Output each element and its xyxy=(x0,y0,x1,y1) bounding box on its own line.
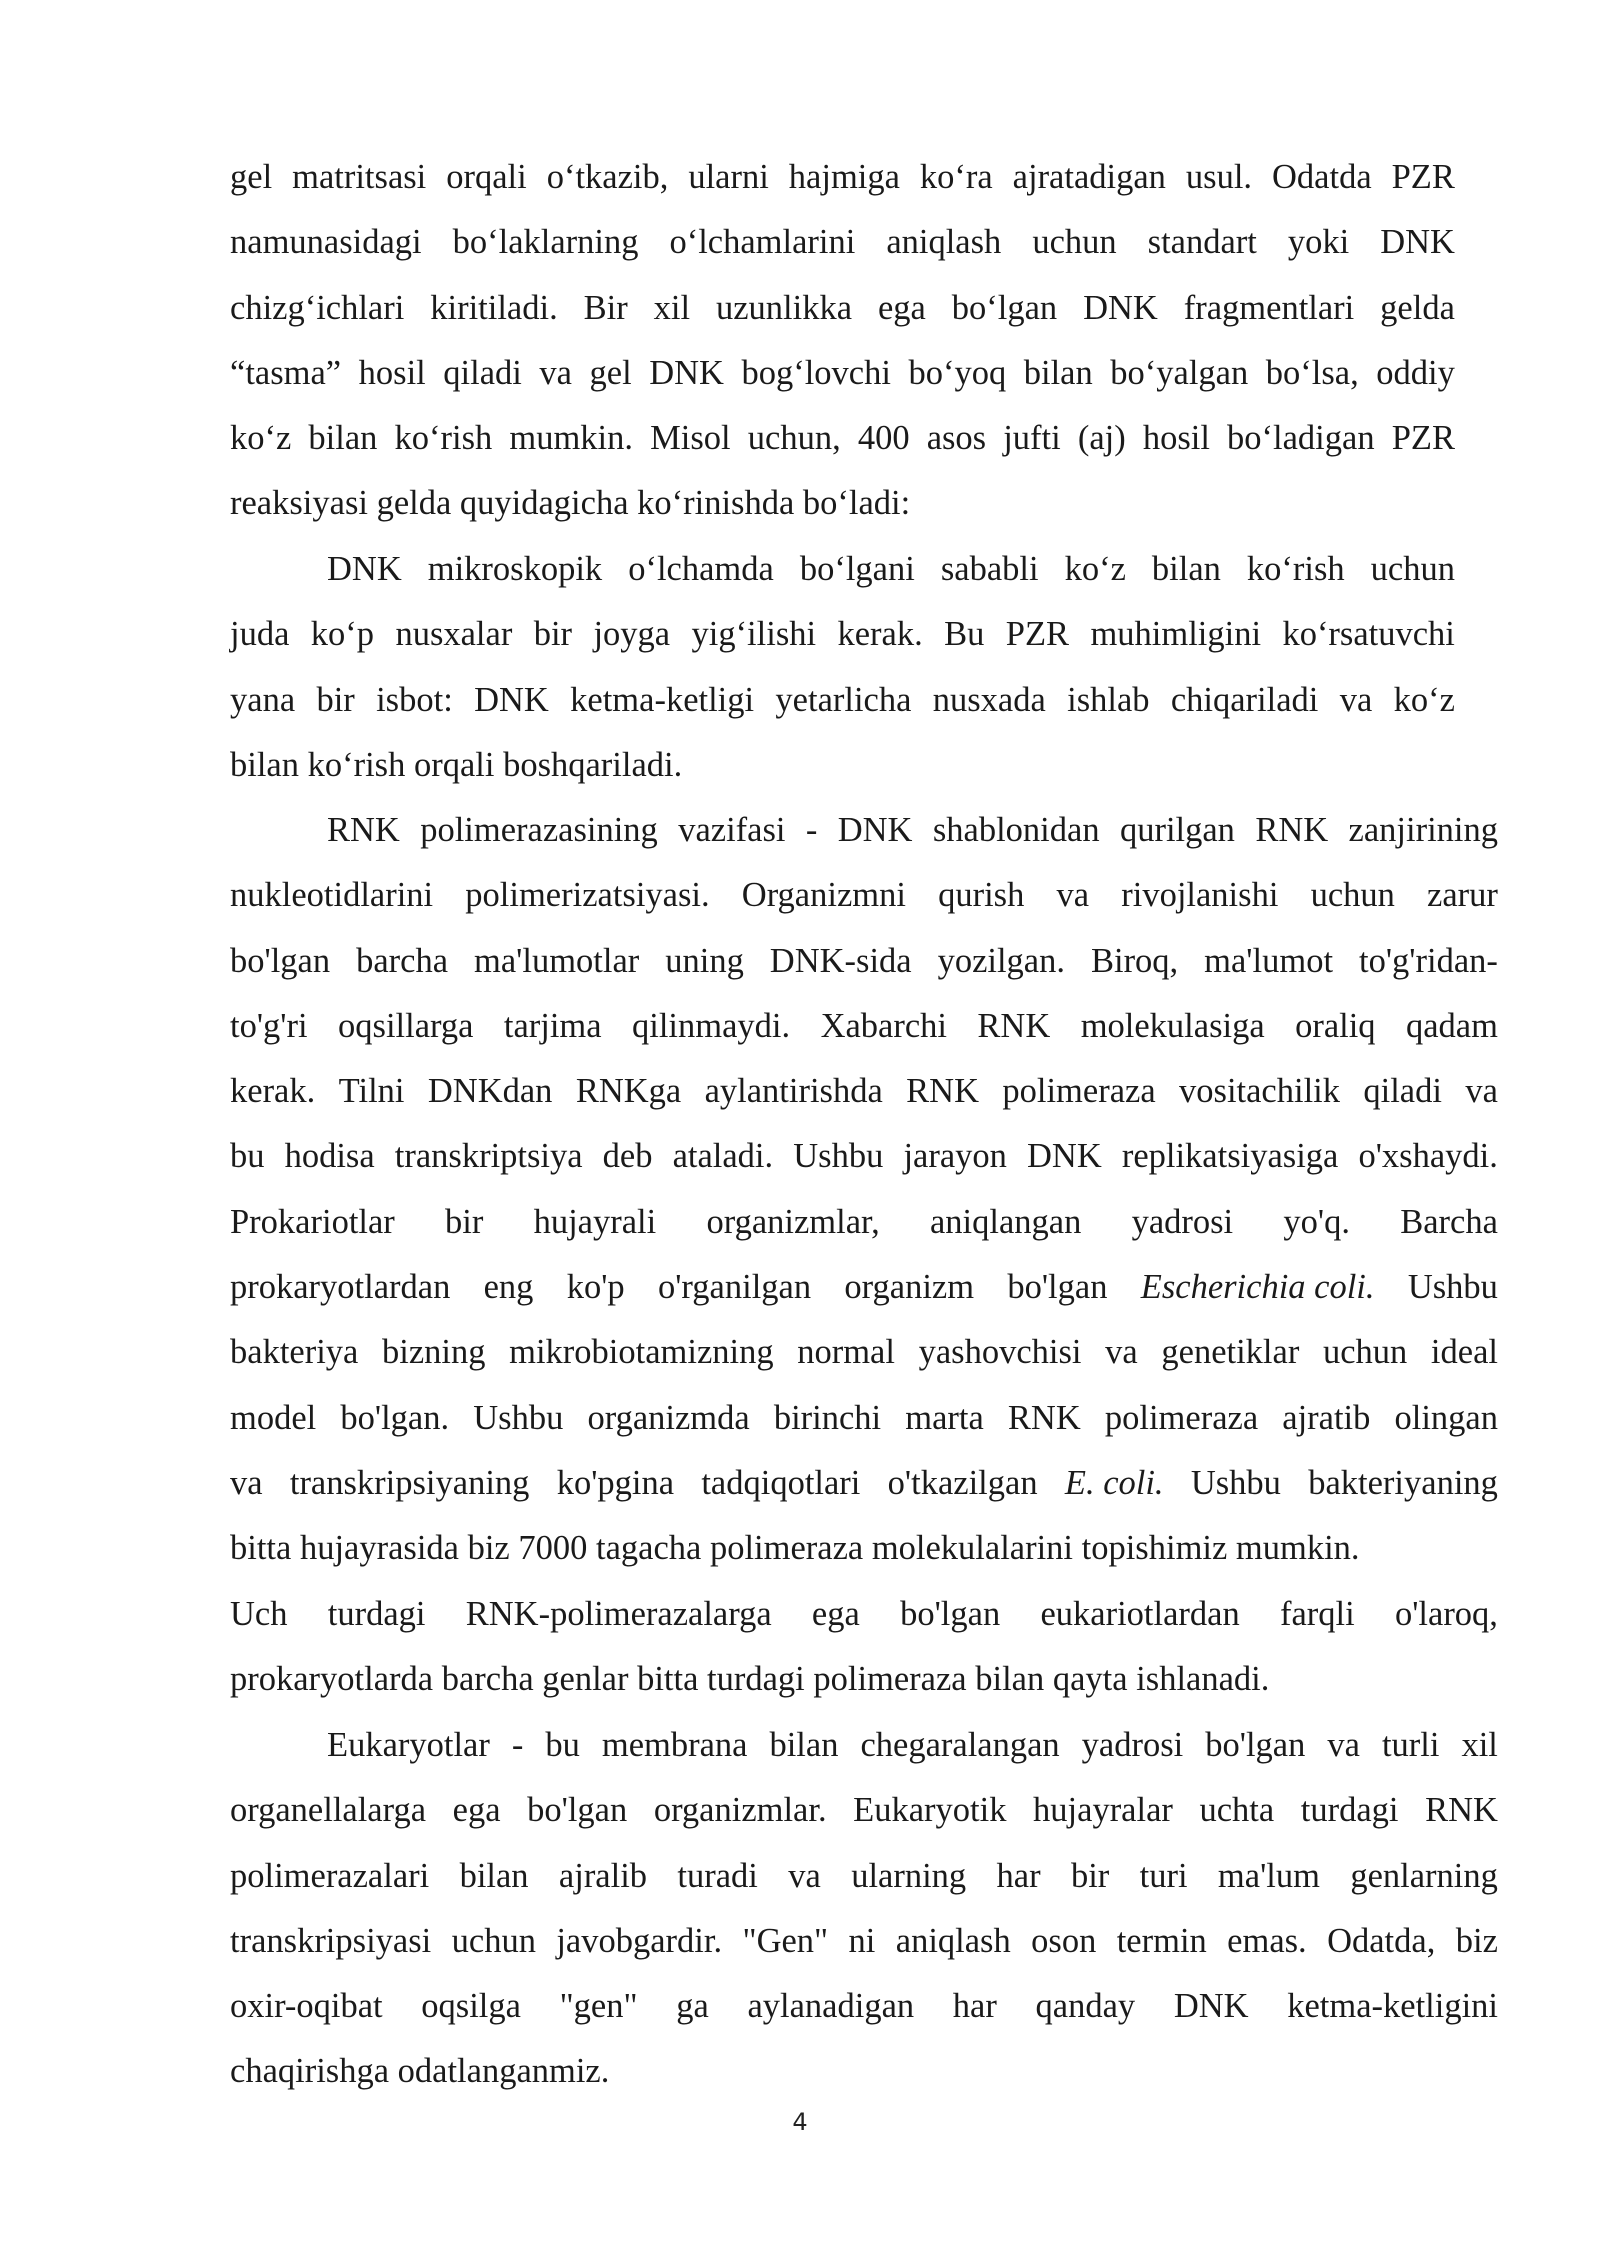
word: Prokariotlar xyxy=(230,1202,395,1241)
word: hosil xyxy=(358,353,426,392)
word: usul. xyxy=(1185,158,1253,196)
word: genetiklar xyxy=(1161,1333,1300,1372)
word: gelda xyxy=(1380,288,1455,327)
word: aylanadigan xyxy=(747,1987,915,2026)
word: javobgardir. xyxy=(556,1921,723,1960)
text-line-with-italic xyxy=(230,1451,1498,1516)
word: to'g'ridan- xyxy=(1359,941,1498,980)
word: hosil xyxy=(1142,419,1210,458)
word: DNK xyxy=(474,680,549,719)
page-number: 4 xyxy=(792,2108,808,2136)
word: uchun, xyxy=(747,419,841,458)
word: rivojlanishi xyxy=(1121,876,1279,915)
word: hujayrali xyxy=(533,1202,657,1241)
word: uchun xyxy=(1310,876,1395,915)
text-line xyxy=(230,602,1455,667)
word: uchun xyxy=(1322,1333,1408,1372)
word: polimeraza xyxy=(1002,1072,1156,1111)
word: oqsilga xyxy=(421,1987,521,2026)
word: ko‘ra xyxy=(919,158,993,196)
word: biz xyxy=(1455,1921,1498,1960)
word: nukleotidlarini xyxy=(230,876,434,915)
word: Odatda xyxy=(1272,158,1372,196)
word: bo‘lgan xyxy=(951,288,1058,327)
word: yozilgan. xyxy=(937,941,1065,980)
word: RNK xyxy=(1007,1398,1081,1437)
word: chegaralangan xyxy=(860,1726,1060,1764)
word: oqsillarga xyxy=(338,1006,474,1045)
word: bilan xyxy=(1023,353,1093,392)
paragraph-3 xyxy=(230,798,1498,1712)
word: replikatsiyasiga xyxy=(1121,1137,1339,1176)
word: bo‘lgani xyxy=(799,550,915,588)
word: namunasidagi xyxy=(230,223,422,262)
word: qilinmaydi. xyxy=(632,1006,791,1045)
word: Ushbu xyxy=(473,1398,564,1437)
word: - xyxy=(511,1726,524,1764)
word: polimerazalari xyxy=(230,1856,430,1895)
word: bo‘ladigan xyxy=(1227,419,1375,458)
word: DNK xyxy=(1026,1137,1102,1176)
word: qurilgan xyxy=(1119,811,1235,849)
word: ko‘rish xyxy=(1246,550,1345,588)
species-name-italic: Escherichia coli. xyxy=(1140,1268,1375,1307)
word: ko‘rsatuvchi xyxy=(1282,615,1455,654)
word: va xyxy=(539,353,572,392)
word: muhimligini xyxy=(1090,615,1262,654)
word: yig‘ilishi xyxy=(691,615,817,654)
word: kerak. xyxy=(837,615,923,654)
word: isbot: xyxy=(376,680,453,719)
word: Ushbu xyxy=(1407,1268,1498,1307)
word: PZR xyxy=(1005,615,1070,654)
word: qanday xyxy=(1035,1987,1136,2026)
word: eng xyxy=(483,1268,534,1307)
word: bakteriya xyxy=(230,1333,359,1372)
text-line: reaksiyasi gelda quyidagicha ko‘rinishda bo‘ladi: xyxy=(230,484,911,523)
word: yadrosi xyxy=(1131,1202,1234,1241)
text-line xyxy=(230,341,1455,406)
word: RNKga xyxy=(575,1072,682,1111)
word: bo'lgan xyxy=(527,1791,628,1830)
word: Tilni xyxy=(338,1072,405,1111)
word: uning xyxy=(665,941,744,980)
paragraph-1 xyxy=(230,145,1455,537)
word: prokaryotlardan xyxy=(230,1268,451,1307)
word: bo'lgan xyxy=(1007,1268,1108,1307)
word: hujayralar xyxy=(1033,1791,1173,1830)
word: ko‘rish xyxy=(394,419,493,458)
word: PZR xyxy=(1391,158,1455,196)
word: RNK xyxy=(327,811,400,849)
word: har xyxy=(952,1987,997,2026)
word: va xyxy=(788,1856,821,1895)
word: “tasma” xyxy=(230,353,342,392)
word: kerak. xyxy=(230,1072,316,1111)
text-line xyxy=(230,798,1498,863)
word: bo‘lsa, xyxy=(1265,353,1359,392)
word: ko‘z xyxy=(1064,550,1126,588)
word: bilan xyxy=(769,1726,839,1764)
word: "gen" xyxy=(559,1987,638,2026)
text-line xyxy=(230,276,1455,341)
word: standart xyxy=(1147,223,1257,262)
word: ega xyxy=(877,288,926,327)
word: hodisa xyxy=(284,1137,375,1176)
word: Bir xyxy=(583,288,628,327)
word: marta xyxy=(905,1398,984,1437)
word: qiladi xyxy=(1363,1072,1442,1111)
word: normal xyxy=(797,1333,895,1372)
word: va xyxy=(1056,876,1090,915)
word: turdagi xyxy=(1300,1791,1399,1830)
word: Odatda, xyxy=(1327,1921,1436,1960)
text-line: chaqirishga odatlanganmiz. xyxy=(230,2052,610,2091)
word: ajratib xyxy=(1282,1398,1371,1437)
word: Barcha xyxy=(1400,1202,1498,1241)
word: RNK xyxy=(1255,811,1329,849)
word: 400 xyxy=(857,419,910,458)
word: DNK xyxy=(1083,288,1158,327)
word: o'rganilgan xyxy=(657,1268,812,1307)
word: va xyxy=(230,1463,263,1502)
word: kiritiladi. xyxy=(430,288,558,327)
word: orqali xyxy=(446,158,527,196)
word: o'tkazilgan xyxy=(887,1463,1038,1502)
word: Bu xyxy=(944,615,985,654)
word: organizm xyxy=(844,1268,975,1307)
word: ega xyxy=(452,1791,501,1830)
word: RNK xyxy=(1425,1791,1498,1830)
word: gel xyxy=(230,158,273,196)
word: uchun xyxy=(1032,223,1117,262)
word: yana xyxy=(230,680,296,719)
word: ko'pgina xyxy=(556,1463,675,1502)
word: bo'lgan xyxy=(230,941,331,980)
word: bo‘laklarning xyxy=(452,223,639,262)
word: bo‘yoq xyxy=(908,353,1007,392)
word: oddiy xyxy=(1376,353,1455,392)
word: molekulasiga xyxy=(1080,1006,1265,1045)
word: aylantirishda xyxy=(704,1072,883,1111)
word: bu xyxy=(545,1726,580,1764)
text-line xyxy=(230,863,1498,928)
word: farqli xyxy=(1279,1594,1355,1633)
word: DNK-sida xyxy=(769,941,912,980)
paragraph-4 xyxy=(230,1713,1498,2105)
word: fragmentlari xyxy=(1183,288,1355,327)
word: mikroskopik xyxy=(427,550,603,588)
word: turi xyxy=(1139,1856,1188,1895)
text-line xyxy=(230,1190,1498,1255)
text-line: prokaryotlarda barcha genlar bitta turdagi polimeraza bilan qayta ishlanadi. xyxy=(230,1659,1270,1698)
word: RNK xyxy=(977,1006,1051,1045)
word: ko‘z xyxy=(230,419,292,458)
word: va xyxy=(1339,680,1373,719)
word: polimerazasining xyxy=(420,811,658,849)
word: oson xyxy=(1031,1921,1097,1960)
word: ko'p xyxy=(566,1268,625,1307)
word: bir xyxy=(1070,1856,1110,1895)
word: nusxalar xyxy=(395,615,513,654)
word: matritsasi xyxy=(292,158,427,196)
text-line xyxy=(230,1124,1498,1189)
word: xil xyxy=(1461,1726,1498,1764)
word: DNK xyxy=(327,550,402,588)
word: termin xyxy=(1116,1921,1207,1960)
word: transkripsiyasi xyxy=(230,1921,432,1960)
word: genlarning xyxy=(1350,1856,1498,1895)
paragraph-2 xyxy=(230,537,1455,798)
word: uchun xyxy=(1370,550,1455,588)
word: transkripsiyaning xyxy=(289,1463,530,1502)
word: zanjirining xyxy=(1348,811,1498,849)
word: joyga xyxy=(593,615,671,654)
word: polimerizatsiyasi. xyxy=(465,876,710,915)
word: Eukaryotik xyxy=(853,1791,1007,1830)
word: jufti xyxy=(1003,419,1061,458)
word: Ushbu xyxy=(793,1137,884,1176)
word: bog‘lovchi xyxy=(741,353,891,392)
word: DNK xyxy=(1380,223,1455,262)
text-line xyxy=(230,406,1455,471)
word: DNK xyxy=(837,811,913,849)
word: bir xyxy=(445,1202,484,1241)
word: Ushbu xyxy=(1190,1463,1281,1502)
word: polimeraza xyxy=(1104,1398,1259,1437)
word: bir xyxy=(316,680,355,719)
word: ega xyxy=(811,1594,860,1633)
word: ni xyxy=(848,1921,876,1960)
word: (aj) xyxy=(1077,419,1126,458)
word: bo'lgan xyxy=(1205,1726,1306,1764)
word: zarur xyxy=(1427,876,1498,915)
word: DNK xyxy=(649,353,724,392)
word: bo'lgan. xyxy=(340,1398,450,1437)
word: organizmlar. xyxy=(653,1791,827,1830)
word: chiqariladi xyxy=(1170,680,1319,719)
word: aniqlash xyxy=(895,1921,1011,1960)
word: organizmda xyxy=(587,1398,750,1437)
word: transkriptsiya xyxy=(394,1137,583,1176)
word: - xyxy=(805,811,818,849)
word: uchun xyxy=(451,1921,536,1960)
word: ma'lum xyxy=(1217,1856,1320,1895)
word: sababli xyxy=(940,550,1039,588)
word: ishlab xyxy=(1067,680,1150,719)
text-line xyxy=(230,1844,1498,1909)
word: Misol xyxy=(650,419,731,458)
word: va xyxy=(1327,1726,1360,1764)
word: ketma-ketligi xyxy=(570,680,755,719)
word: ideal xyxy=(1430,1333,1498,1372)
word: o'xshaydi. xyxy=(1358,1137,1498,1176)
word: yadrosi xyxy=(1081,1726,1184,1764)
word: qurish xyxy=(938,876,1025,915)
word: vazifasi xyxy=(678,811,786,849)
word: barcha xyxy=(356,941,449,980)
text-line: bitta hujayrasida biz 7000 tagacha polimeraza molekulalarini topishimiz mumkin. xyxy=(230,1529,1360,1568)
word: turli xyxy=(1381,1726,1440,1764)
text-line xyxy=(230,145,1455,210)
word: bilan xyxy=(308,419,378,458)
word: Organizmni xyxy=(741,876,906,915)
species-abbrev-italic: E. coli. xyxy=(1064,1463,1164,1502)
word: xil xyxy=(653,288,691,327)
word: turadi xyxy=(677,1856,758,1895)
word: Biroq, xyxy=(1090,941,1179,980)
word: bilan xyxy=(459,1856,529,1895)
word: o'laroq, xyxy=(1394,1594,1498,1633)
word: organizmlar, xyxy=(706,1202,880,1241)
word: yashovchisi xyxy=(918,1333,1082,1372)
text-line: bilan ko‘rish orqali boshqariladi. xyxy=(230,745,683,784)
word: bilan xyxy=(1151,550,1221,588)
text-line xyxy=(230,537,1455,602)
word: gel xyxy=(589,353,632,392)
word: ularning xyxy=(851,1856,967,1895)
word: bo'lgan xyxy=(900,1594,1001,1633)
word: RNK xyxy=(906,1072,980,1111)
word: Eukaryotlar xyxy=(327,1726,490,1764)
word: organellalarga xyxy=(230,1791,427,1830)
word: jarayon xyxy=(903,1137,1007,1176)
word: bakteriyaning xyxy=(1308,1463,1498,1502)
word: vositachilik xyxy=(1179,1072,1340,1111)
word: qadam xyxy=(1405,1006,1498,1045)
word: model xyxy=(230,1398,317,1437)
text-line xyxy=(230,1713,1498,1778)
word: tadqiqotlari xyxy=(701,1463,861,1502)
word: PZR xyxy=(1391,419,1455,458)
text-line xyxy=(230,1386,1498,1451)
word: ko‘z xyxy=(1393,680,1455,719)
word: va xyxy=(1465,1072,1498,1111)
word: aniqlash xyxy=(886,223,1002,262)
word: nusxada xyxy=(932,680,1046,719)
word: ataladi. xyxy=(672,1137,774,1176)
word: o‘tkazib, xyxy=(546,158,669,196)
word: oxir-oqibat xyxy=(230,1987,383,2026)
word: va xyxy=(1105,1333,1138,1372)
word: yo'q. xyxy=(1283,1202,1350,1241)
word: hajmiga xyxy=(788,158,900,196)
word: har xyxy=(996,1856,1041,1895)
word: RNK-polimerazalarga xyxy=(465,1594,772,1633)
text-line xyxy=(230,210,1455,275)
word: ajralib xyxy=(558,1856,648,1895)
text-line-with-italic xyxy=(230,1255,1498,1320)
word: oraliq xyxy=(1295,1006,1376,1045)
word: yoki xyxy=(1287,223,1350,262)
word: chizg‘ichlari xyxy=(230,288,405,327)
word: shablonidan xyxy=(932,811,1100,849)
word: mumkin. xyxy=(509,419,634,458)
word: turdagi xyxy=(327,1594,426,1633)
word: Xabarchi xyxy=(820,1006,947,1045)
word: bizning xyxy=(382,1333,486,1372)
word: bo‘yalgan xyxy=(1110,353,1249,392)
word: to'g'ri xyxy=(230,1006,308,1045)
text-line xyxy=(230,1582,1498,1647)
word: asos xyxy=(926,419,987,458)
text-line xyxy=(230,1059,1498,1124)
word: o‘lchamlarini xyxy=(669,223,856,262)
text-line xyxy=(230,668,1455,733)
text-line xyxy=(230,929,1498,994)
word: DNK xyxy=(1173,1987,1249,2026)
word: eukariotlardan xyxy=(1040,1594,1240,1633)
word: ma'lumot xyxy=(1204,941,1334,980)
word: DNKdan xyxy=(427,1072,553,1111)
word: aniqlangan xyxy=(929,1202,1082,1241)
word: emas. xyxy=(1227,1921,1307,1960)
word: uchta xyxy=(1199,1791,1275,1830)
word: ga xyxy=(676,1987,709,2026)
word: o‘lchamda xyxy=(628,550,774,588)
word: ajratadigan xyxy=(1012,158,1166,196)
text-line xyxy=(230,1778,1498,1843)
word: olingan xyxy=(1394,1398,1498,1437)
word: bu xyxy=(230,1137,265,1176)
word: bir xyxy=(533,615,573,654)
word: birinchi xyxy=(773,1398,882,1437)
text-line xyxy=(230,1974,1498,2039)
word: deb xyxy=(602,1137,653,1176)
word: ketma-ketligini xyxy=(1287,1987,1498,2026)
word: tarjima xyxy=(503,1006,602,1045)
word: mikrobiotamizning xyxy=(509,1333,774,1372)
word: ma'lumotlar xyxy=(474,941,640,980)
word: membrana xyxy=(601,1726,748,1764)
word: qiladi xyxy=(443,353,522,392)
word: uzunlikka xyxy=(715,288,853,327)
word: ko‘p xyxy=(310,615,375,654)
text-line xyxy=(230,994,1498,1059)
word: ularni xyxy=(688,158,769,196)
word: yetarlicha xyxy=(775,680,912,719)
word: juda xyxy=(230,615,290,654)
text-line xyxy=(230,1909,1498,1974)
word: "Gen" xyxy=(742,1921,829,1960)
text-line xyxy=(230,1320,1498,1385)
word: Uch xyxy=(230,1594,288,1633)
